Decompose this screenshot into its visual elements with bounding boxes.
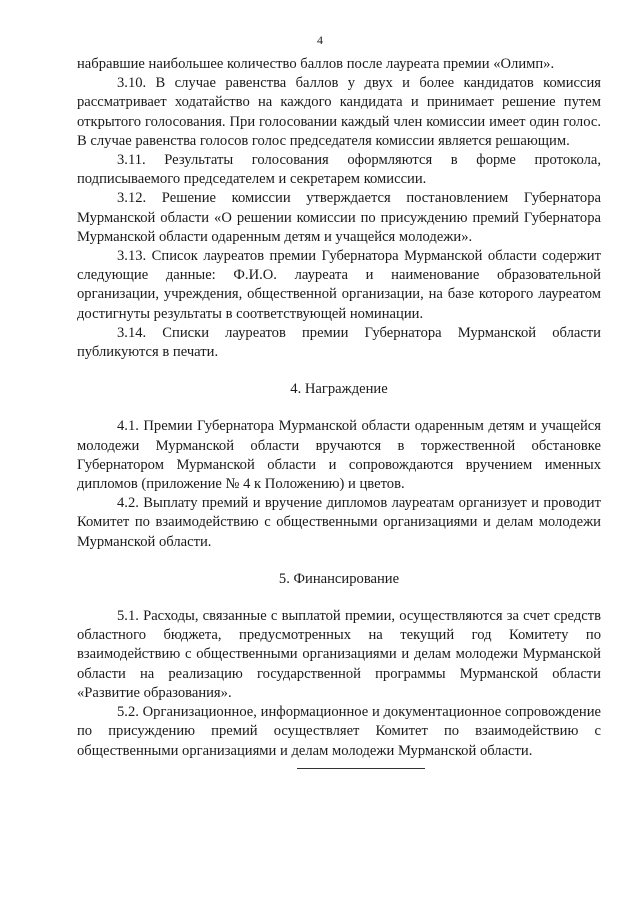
paragraph-continuation: набравшие наибольшее количество баллов после лауреата премии «Олимп». bbox=[77, 56, 555, 72]
document-body bbox=[77, 55, 601, 761]
paragraph-3-10: 3.10. В случае равенства баллов у двух и более кандидатов комиссия рассматривает ходатайство на каждого кандидата и принимает решение путем открытого голосования. При голосовании каждый член комиссии имеет один голос. В случае равенства голосов голос председателя комиссии является решающим. bbox=[77, 75, 601, 149]
paragraph-4-2: 4.2. Выплату премий и вручение дипломов лауреатам организует и проводит Комитет по взаимодействию с общественными организациями и делам молодежи Мурманской области. bbox=[77, 495, 601, 550]
section-heading-awarding: 4. Награждение bbox=[290, 381, 388, 398]
paragraph-3-11: 3.11. Результаты голосования оформляются в форме протокола, подписываемого председателем и секретарем комиссии. bbox=[77, 152, 601, 188]
paragraph-5-1: 5.1. Расходы, связанные с выплатой премии, осуществляются за счет средств областного бюджета, предусмотренных на текущий год Комитету по взаимодействию с общественными организациями и делам молодежи Мурманской области на реализацию государственной программы Мурманской области «Развитие образования». bbox=[77, 608, 601, 701]
section-heading-financing: 5. Финансирование bbox=[278, 570, 400, 587]
end-of-text-rule bbox=[297, 768, 425, 769]
paragraph-3-12: 3.12. Решение комиссии утверждается постановлением Губернатора Мурманской области «О решении комиссии по присуждению премий Губернатора Мурманской области одаренным детям и учащейся молодежи». bbox=[77, 190, 601, 245]
paragraph-4-1: 4.1. Премии Губернатора Мурманской области одаренным детям и учащейся молодежи Мурманской области вручаются в торжественной обстановке Губернатором Мурманской области и сопровождаются вручением именных дипломов (приложение № 4 к Положению) и цветов. bbox=[77, 418, 601, 493]
paragraph-3-13: 3.13. Список лауреатов премии Губернатора Мурманской области содержит следующие данные: Ф.И.О. лауреата и наименование образовательной организации, учреждения, общественной организации, на базе которого лауреатом достигнуты результаты в соответствующей номинации. bbox=[77, 248, 601, 322]
paragraph-5-2: 5.2. Организационное, информационное и документационное сопровождение по присуждению премий осуществляет Комитет по взаимодействию с общественными организациями и делам молодежи Мурманской области. bbox=[77, 704, 601, 759]
page-number: 4 bbox=[317, 33, 323, 47]
paragraph-3-14: 3.14. Списки лауреатов премии Губернатора Мурманской области публикуются в печати. bbox=[77, 324, 601, 361]
